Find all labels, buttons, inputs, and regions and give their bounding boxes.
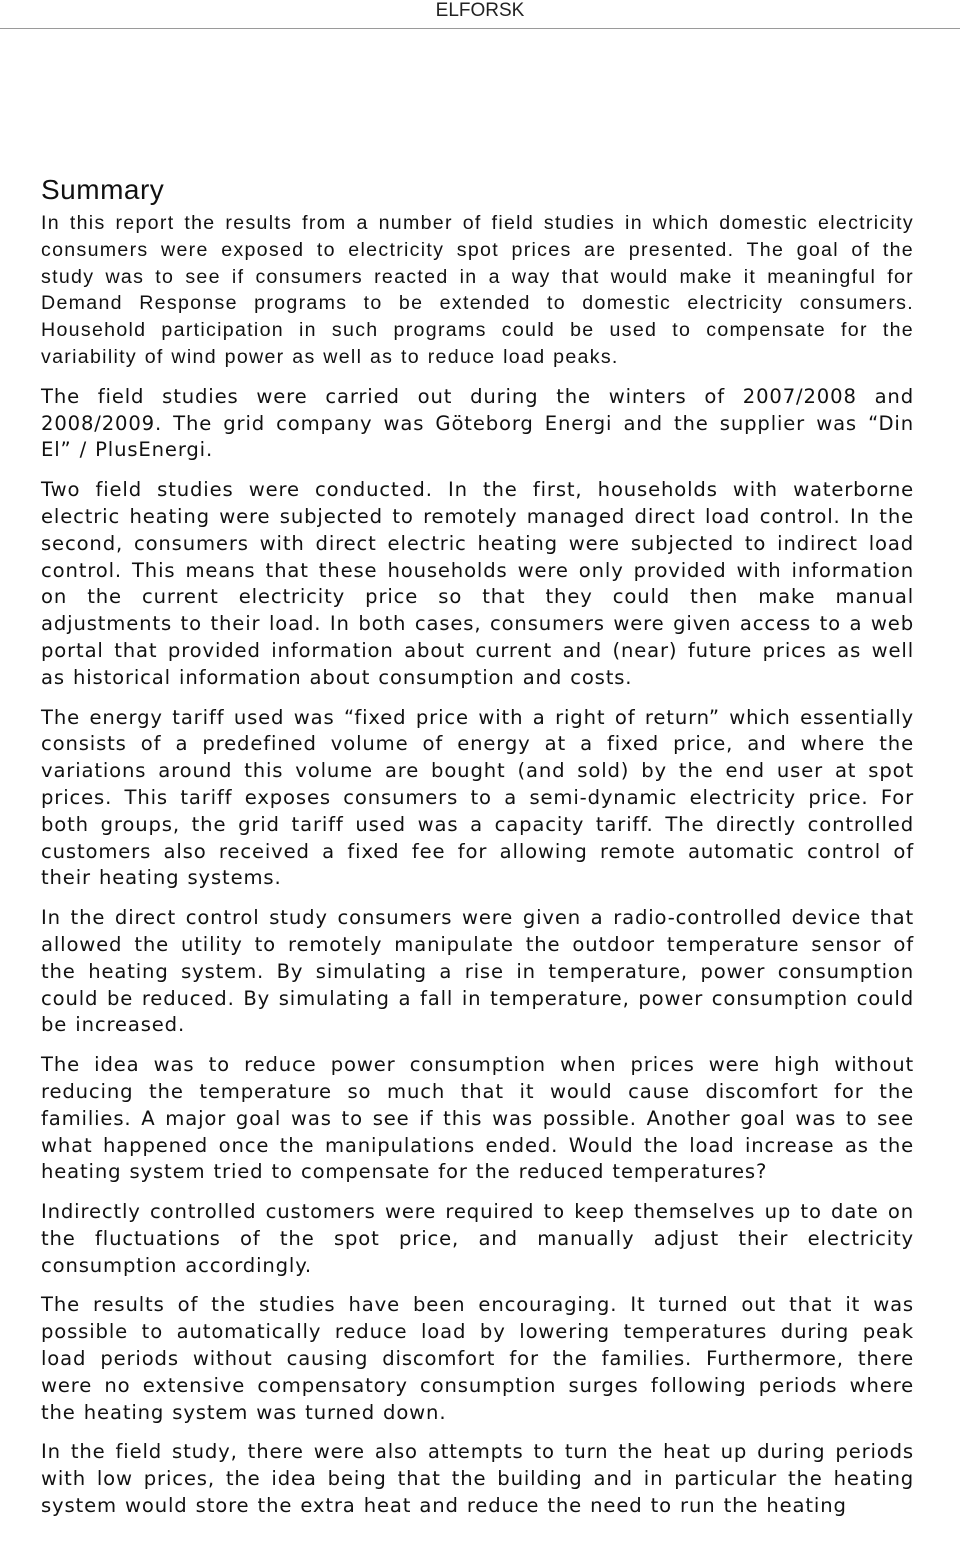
section-title: Summary [41,174,165,205]
paragraph-heat-storage: In the field study, there were also attempts to turn the heat up during periods with low prices, the idea being that the building and in particular the heating system would store the extra heat and reduce the need to run the heating [41,1440,914,1518]
paragraph-energy-tariff: The energy tariff used was “fixed price with a right of return” which essentially consists of a predefined volume of energy at a fixed price, and where the variations around this volume are bought (and sold) by the end user at spot prices. This tariff exposes consumers to a semi-dynamic electricity price. For both groups, the grid tariff used was a capacity tariff. The directly controlled customers also received a fixed fee for allowing remote automatic control of their heating systems. [41,705,914,890]
paragraph-intro: In this report the results from a number of field studies in which domestic electricity consumers were exposed to electricity spot prices are presented. The goal of the study was to see if consumers reacted in a way that would make it meaningful for Demand Response programs to be extended to domestic electricity consumers. Household participation in such programs could be used to compensate for the variability of wind power as well as to reduce load peaks. [41,212,914,368]
paragraph-two-studies: Two field studies were conducted. In the first, households with waterborne electric heating were subjected to remotely managed direct load control. In the second, consumers with direct electric heating were subjected to indirect load control. This means that these households were only provided with information on the current electricity price so that they could then make manual adjustments to their load. In both cases, consumers were given access to a web portal that provided information about current and (near) future prices as well as historical information about consumption and costs. [41,478,914,689]
paragraph-field-studies-period: The field studies were carried out during the winters of 2007/2008 and 2008/2009. The grid company was Göteborg Energi and the supplier was “Din El” / PlusEnergi. [41,384,914,462]
document-body [41,172,914,1533]
paragraph-results: The results of the studies have been encouraging. It turned out that it was possible to automatically reduce load by lowering temperatures during peak load periods without causing discomfort for the families. Furthermore, there were no extensive compensatory consumption surges following periods where the heating system was turned down. [41,1293,914,1424]
paragraph-indirect-control: Indirectly controlled customers were required to keep themselves up to date on the fluctuations of the spot price, and manually adjust their electricity consumption accordingly. [41,1200,914,1277]
header-title: ELFORSK [435,0,525,21]
paragraph-idea: The idea was to reduce power consumption when prices were high without reducing the temperature so much that it would cause discomfort for the families. A major goal was to see if this was possible. Another goal was to see what happened once the manipulations ended. Would the load increase as the heating system tried to compensate for the reduced temperatures? [41,1053,914,1184]
paragraph-direct-control: In the direct control study consumers were given a radio-controlled device that allowed the utility to remotely manipulate the outdoor temperature sensor of the heating system. By simulating a rise in temperature, power consumption could be reduced. By simulating a fall in temperature, power consumption could be increased. [41,906,914,1037]
page-header [0,0,960,29]
